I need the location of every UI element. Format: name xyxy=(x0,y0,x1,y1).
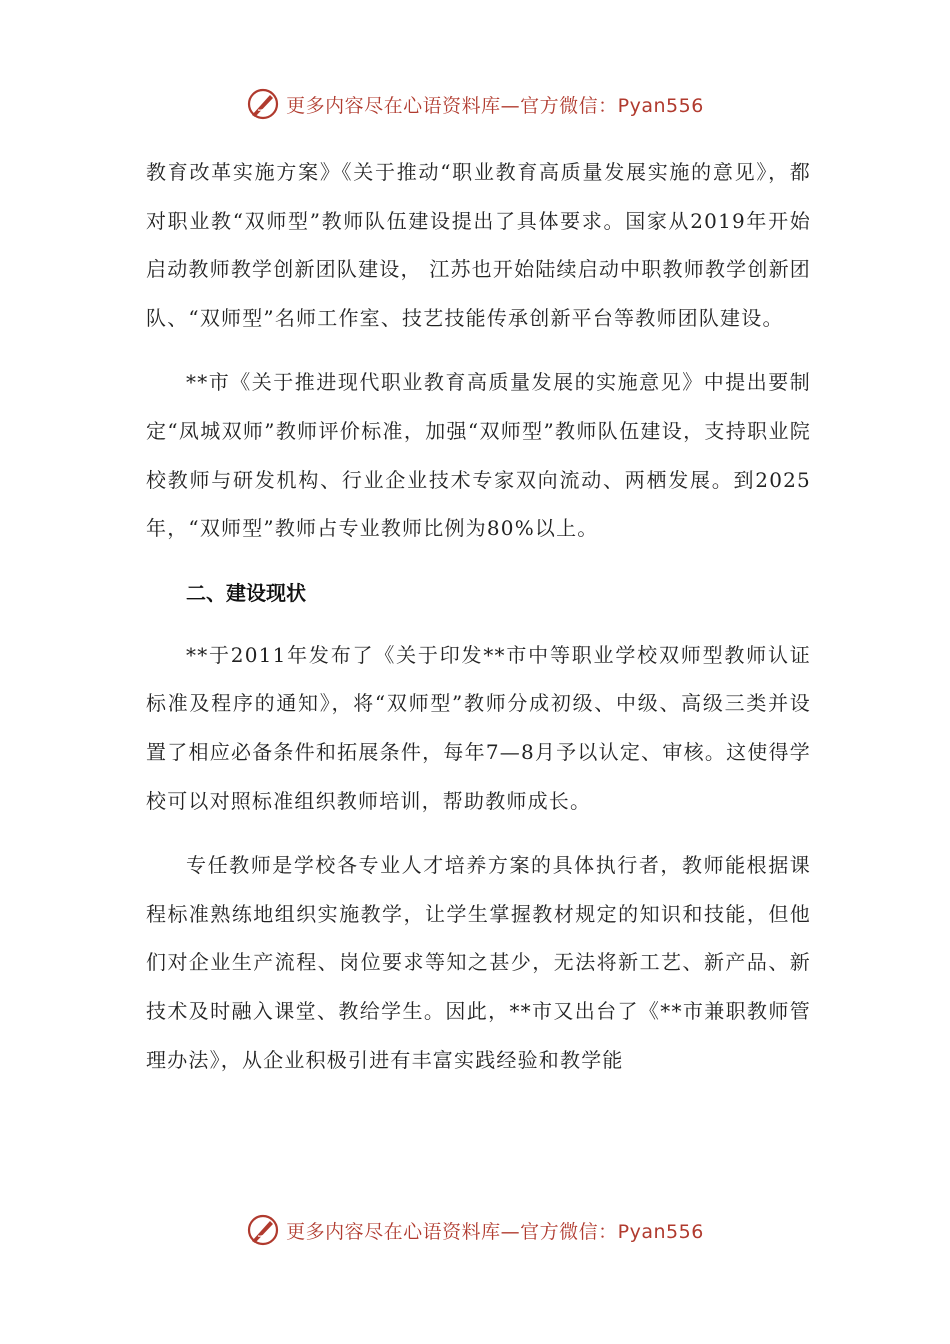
paragraph-1: 教育改革实施方案》《关于推动“职业教育高质量发展实施的意见》，都对职业教“双师型”教师队伍建设提出了具体要求。国家从2019年开始启动教师教学创新团队建设， 江苏也开始陆续启动中职教师教学创新团队、“双师型”名师工作室、技艺技能传承创新平台等教师团队建设。 xyxy=(146,160,811,330)
document-body xyxy=(146,148,811,1100)
header-banner xyxy=(0,84,950,124)
paragraph-4: 专任教师是学校各专业人才培养方案的具体执行者，教师能根据课程标准熟练地组织实施教学，让学生掌握教材规定的知识和技能，但他们对企业生产流程、岗位要求等知之甚少，无法将新工艺、新产品、新技术及时融入课堂、教给学生。因此，**市又出台了《**市兼职教师管理办法》，从企业积极引进有丰富实践经验和教学能 xyxy=(146,853,811,1072)
footer-banner xyxy=(0,1210,950,1250)
quill-logo-icon xyxy=(246,87,280,121)
paragraph-2: **市《关于推进现代职业教育高质量发展的实施意见》中提出要制定“凤城双师”教师评价标准，加强“双师型”教师队伍建设，支持职业院校教师与研发机构、行业企业技术专家双向流动、两栖发展。到2025年，“双师型”教师占专业教师比例为80%以上。 xyxy=(146,370,811,541)
paragraph-3: **于2011年发布了《关于印发**市中等职业学校双师型教师认证标准及程序的通知》，将“双师型”教师分成初级、中级、高级三类并设置了相应必备条件和拓展条件，每年7—8月予以认定、审核。这使得学校可以对照标准组织教师培训，帮助教师成长。 xyxy=(146,642,811,813)
quill-logo-icon xyxy=(246,1213,280,1247)
section-heading: 二、建设现状 xyxy=(186,580,306,605)
header-banner-text: 更多内容尽在心语资料库—官方微信：Pyan556 xyxy=(286,94,704,117)
footer-banner-text: 更多内容尽在心语资料库—官方微信：Pyan556 xyxy=(286,1220,704,1243)
